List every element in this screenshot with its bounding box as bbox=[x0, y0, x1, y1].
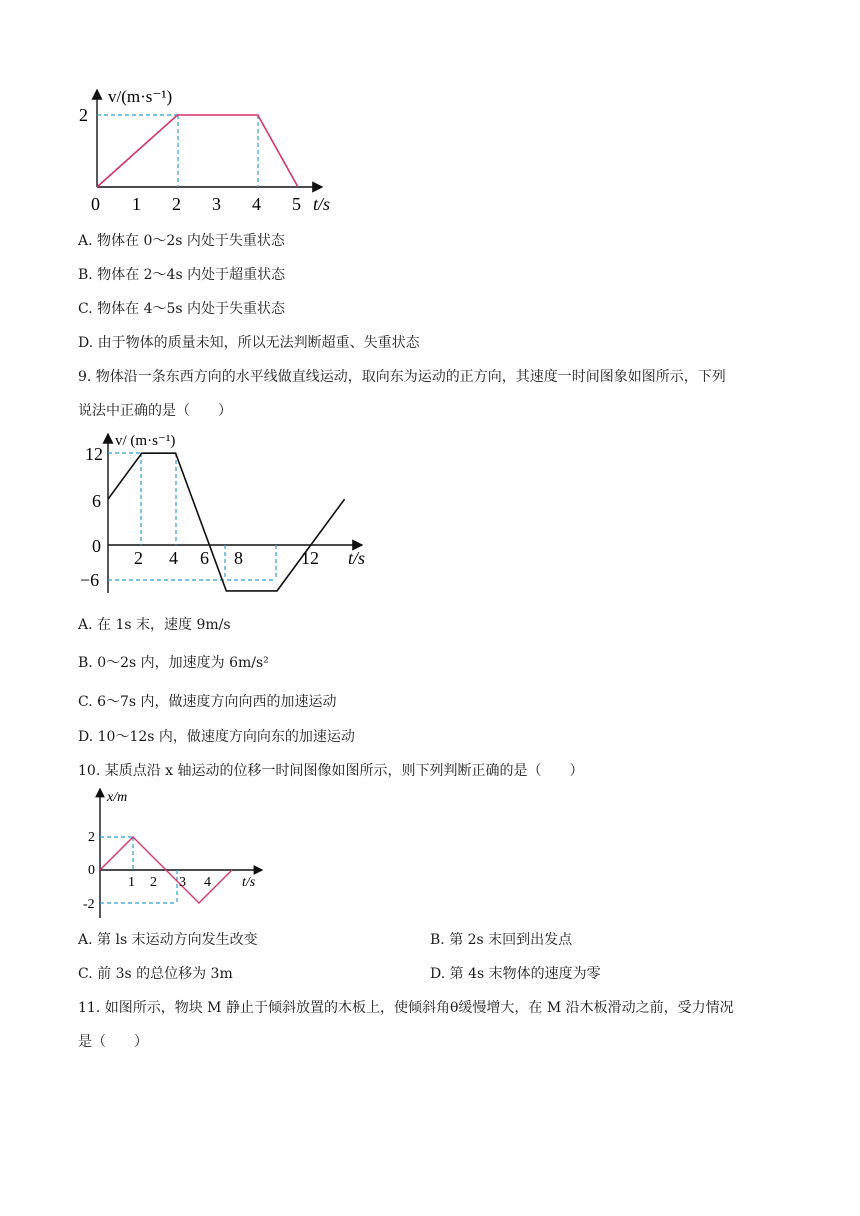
y-tick-label: −6 bbox=[80, 570, 100, 590]
option-b: B. 0～2s 内，加速度为 6m/s² bbox=[78, 655, 269, 671]
y-tick-label: 12 bbox=[85, 444, 103, 464]
option-a: A. 物体在 0～2s 内处于失重状态 bbox=[78, 233, 285, 249]
x-tick-label: 8 bbox=[234, 548, 243, 568]
x-tick-label: 4 bbox=[252, 194, 261, 214]
y-axis-label: x/m bbox=[107, 790, 128, 805]
question-9-text-cont: 说法中正确的是（ ） bbox=[78, 403, 232, 419]
question-11-text: 11. 如图所示，物块 M 静止于倾斜放置的木板上，使倾斜角θ缓慢增大，在 M 沿木板滑动之前，受力情况 bbox=[78, 1000, 734, 1016]
y-tick-label: 0 bbox=[92, 536, 101, 556]
question-10-text: 10. 某质点沿 x 轴运动的位移一时间图像如图所示，则下列判断正确的是（ ） bbox=[78, 763, 584, 779]
x-tick-label: 6 bbox=[200, 548, 209, 568]
y-tick-label: -2 bbox=[83, 897, 95, 912]
x-tick-label: 2 bbox=[172, 194, 181, 214]
question-9-text: 9. 物体沿一条东西方向的水平线做直线运动，取向东为运动的正方向，其速度一时间图象如图所示，下列 bbox=[78, 369, 726, 385]
option-d: D. 10～12s 内，做速度方向向东的加速运动 bbox=[78, 729, 355, 745]
option-a: A. 在 1s 末，速度 9m/s bbox=[78, 617, 231, 633]
x-tick-label: 1 bbox=[132, 194, 141, 214]
option-d: D. 第 4s 末物体的速度为零 bbox=[430, 966, 601, 982]
option-c: C. 前 3s 的总位移为 3m bbox=[78, 966, 233, 982]
x-axis-label: t/s bbox=[348, 548, 366, 568]
y-tick-label: 2 bbox=[88, 830, 95, 845]
option-b: B. 物体在 2～4s 内处于超重状态 bbox=[78, 267, 286, 283]
option-a: A. 第 ls 末运动方向发生改变 bbox=[78, 932, 258, 948]
option-c: C. 物体在 4～5s 内处于失重状态 bbox=[78, 301, 286, 317]
x-axis-label: t/s bbox=[313, 194, 331, 214]
position-time-graph bbox=[80, 784, 280, 924]
x-tick-label: 3 bbox=[212, 194, 221, 214]
x-tick-label: 2 bbox=[134, 548, 143, 568]
y-tick-label: 2 bbox=[79, 105, 88, 125]
x-axis-label: t/s bbox=[242, 875, 256, 890]
x-tick-label: 4 bbox=[169, 548, 178, 568]
y-axis-label: v/(m·s⁻¹) bbox=[108, 87, 173, 106]
x-tick-label: 1 bbox=[128, 875, 135, 890]
x-tick-label: 4 bbox=[204, 875, 211, 890]
x-tick-label: 2 bbox=[150, 875, 157, 890]
series-line bbox=[108, 453, 345, 591]
option-c: C. 6～7s 内，做速度方向向西的加速运动 bbox=[78, 694, 337, 710]
option-b: B. 第 2s 末回到出发点 bbox=[430, 932, 573, 948]
y-tick-label: 6 bbox=[92, 491, 101, 511]
x-tick-label: 3 bbox=[179, 875, 186, 890]
x-tick-label: 0 bbox=[91, 194, 100, 214]
question-11-text-cont: 是（ ） bbox=[78, 1034, 148, 1050]
x-tick-label: 12 bbox=[301, 548, 319, 568]
option-d: D. 由于物体的质量未知，所以无法判断超重、失重状态 bbox=[78, 335, 420, 351]
velocity-time-graph-2 bbox=[80, 428, 380, 603]
y-axis-label: v/ (m·s⁻¹) bbox=[115, 433, 176, 449]
y-tick-label: 0 bbox=[88, 863, 95, 878]
series-line bbox=[97, 115, 298, 187]
velocity-time-graph-1 bbox=[70, 80, 350, 220]
x-tick-label: 5 bbox=[292, 194, 301, 214]
